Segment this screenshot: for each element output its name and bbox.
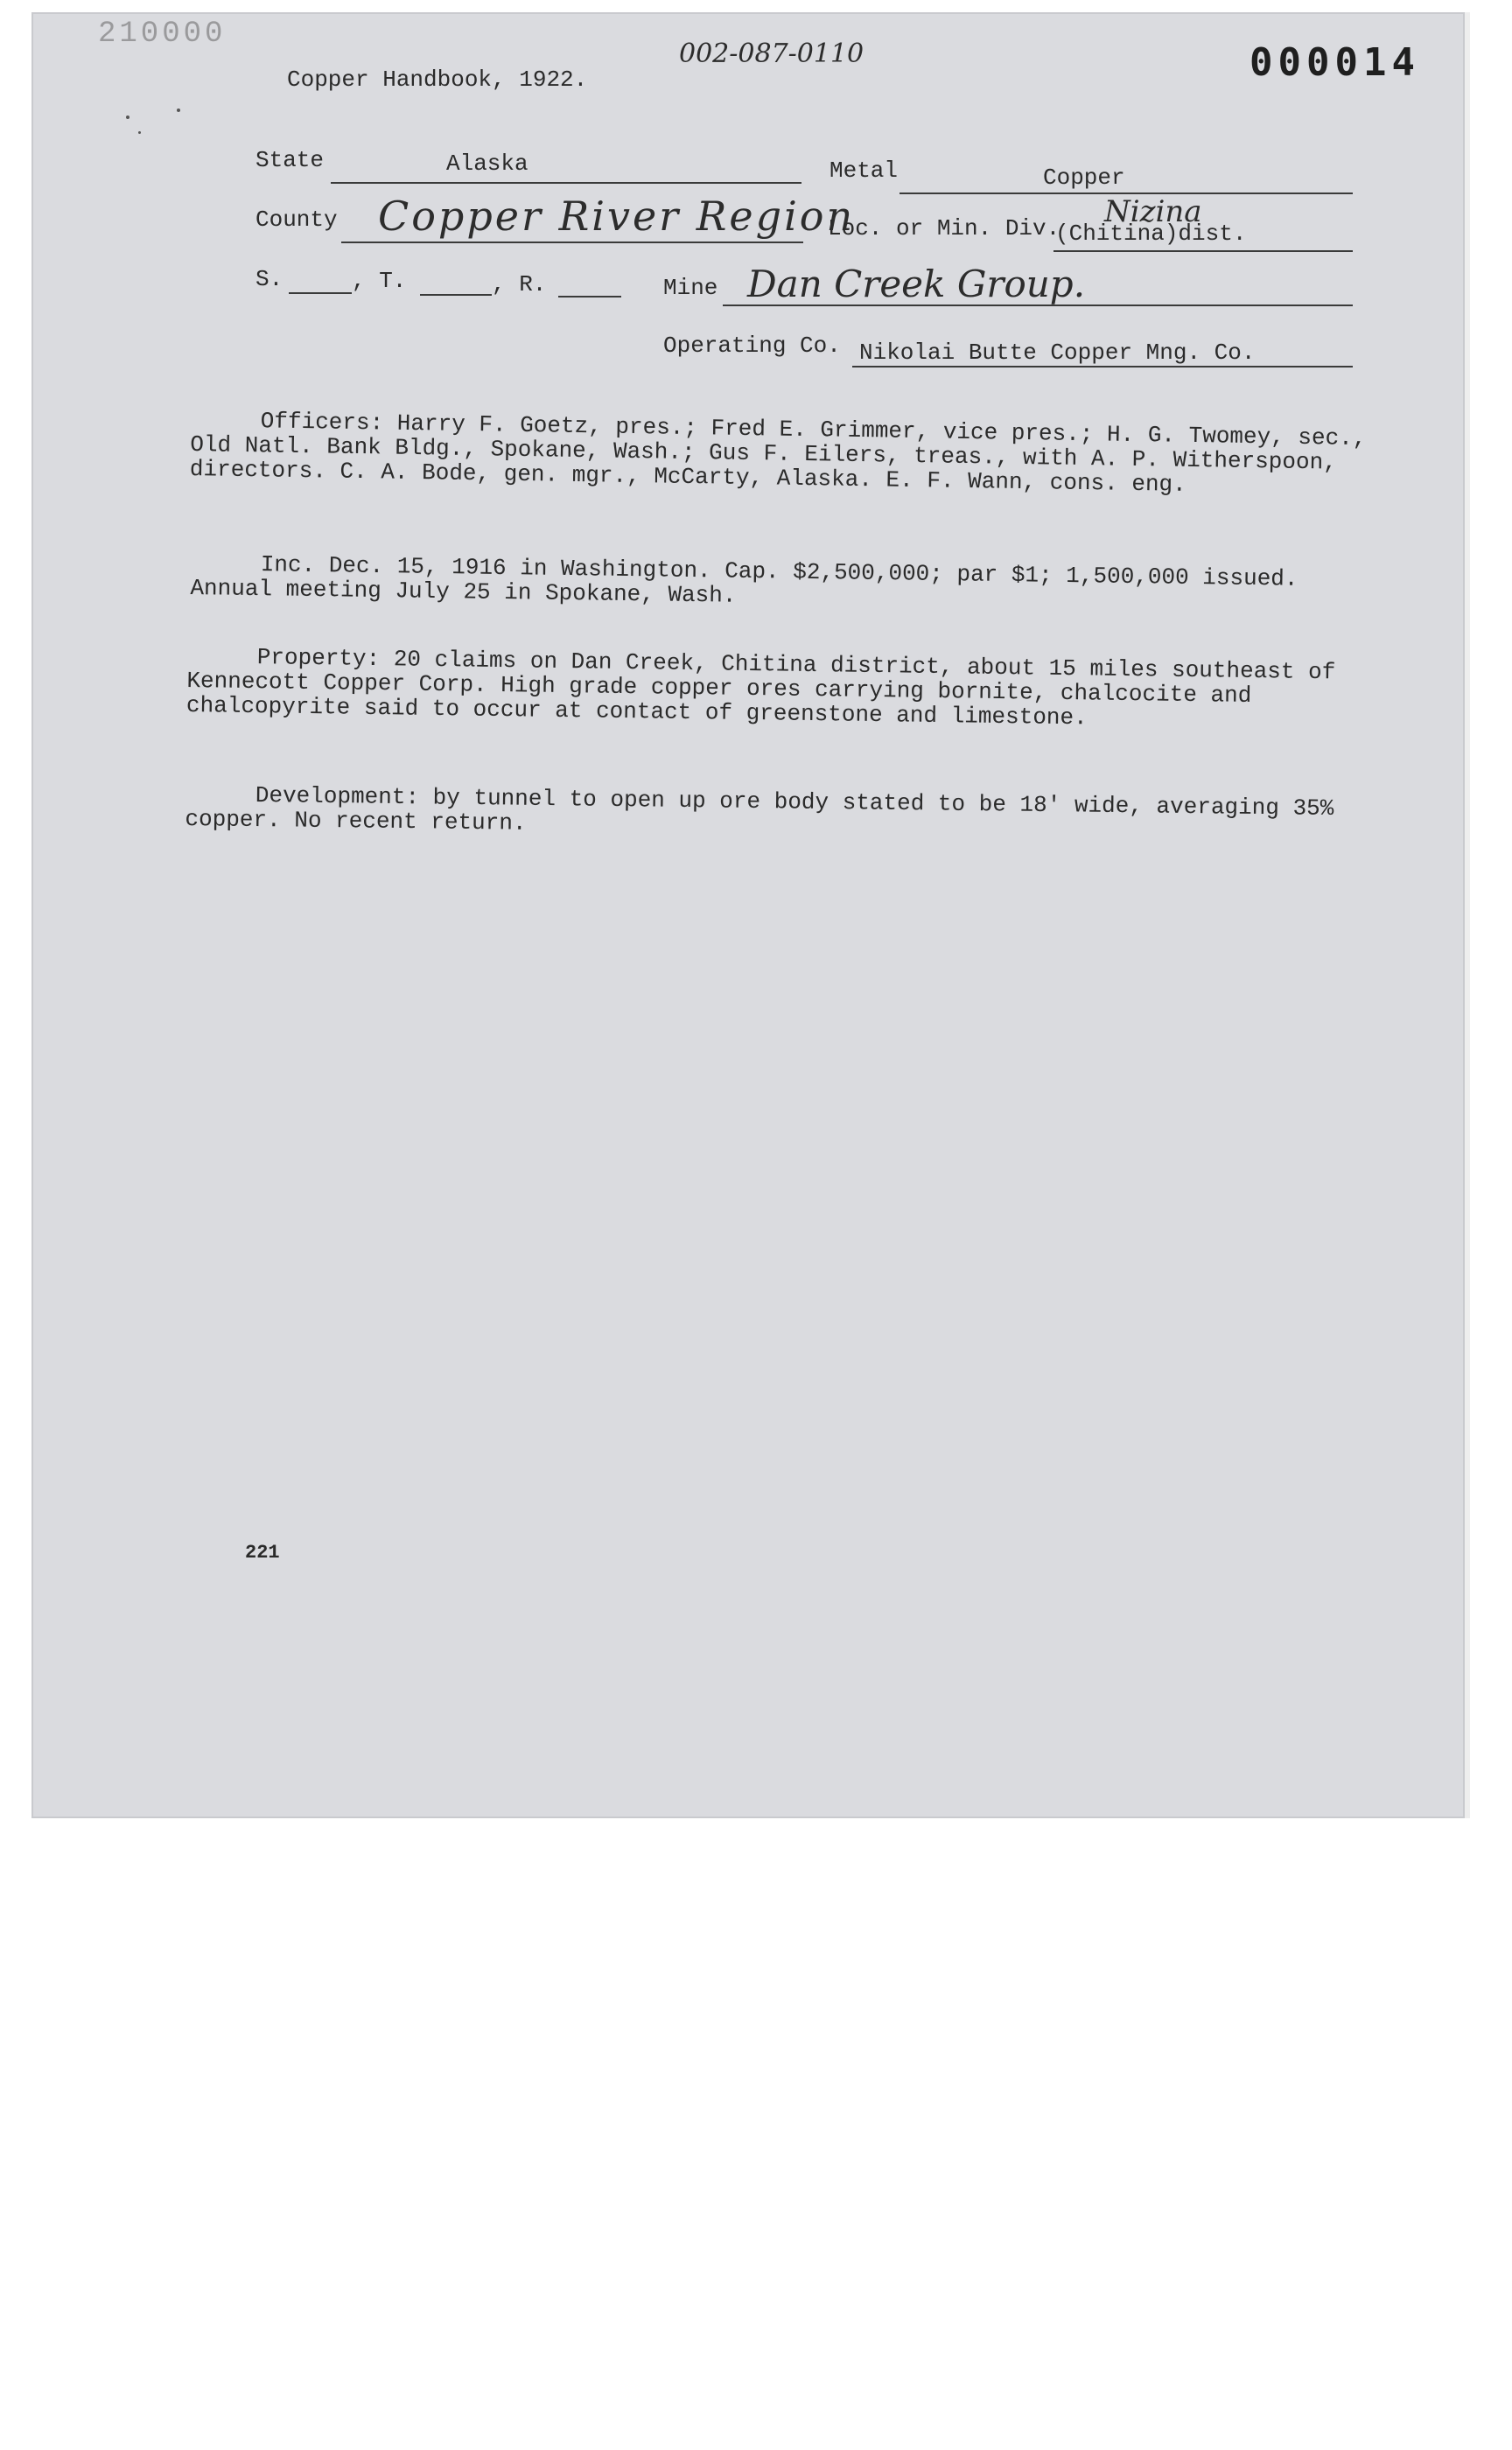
- stamp-number: 000014: [1250, 40, 1420, 85]
- state-label: State: [256, 147, 325, 173]
- metal-value: Copper: [1043, 164, 1125, 191]
- page-number: 221: [245, 1542, 280, 1564]
- county-label: County: [256, 206, 338, 233]
- mine-label: Mine: [663, 275, 718, 301]
- faint-serial-number: 210000: [98, 18, 227, 51]
- loc-annotation: Nizina: [1104, 194, 1202, 229]
- officers-paragraph: Officers: Harry F. Goetz, pres.; Fred E. Grimmer, vice pres.; H. G. Twomey, sec., Old Natl. Bank Bldg., Spokane, Wash.; Gus F. Eilers, treas., with A. P. Witherspoon, directors. C. A. Bode, gen. mgr., McCarty, Alaska. E. F. Wann, cons. eng.: [189, 408, 1367, 498]
- loc-label: Loc. or Min. Div.: [828, 215, 1060, 242]
- development-paragraph: Development: by tunnel to open up ore body stated to be 18' wide, averaging 35% copper. No recent return.: [185, 781, 1334, 836]
- mine-value: Dan Creek Group.: [747, 262, 1086, 305]
- property-paragraph: Property: 20 claims on Dan Creek, Chitina district, about 15 miles southeast of Kennecott Copper Corp. High grade copper ores carrying bornite, chalcocite and chalcopyrite said to occur at contact of greenstone and limestone.: [186, 644, 1336, 732]
- incorporation-paragraph: Inc. Dec. 15, 1916 in Washington. Cap. $2,500,000; par $1; 1,500,000 issued. Annual meeting July 25 in Spokane, Wash.: [190, 551, 1298, 609]
- document-page: [32, 12, 1470, 1818]
- operating-value: Nikolai Butte Copper Mng. Co.: [859, 340, 1256, 366]
- state-value: Alaska: [446, 150, 528, 177]
- township-label: , T.: [352, 268, 407, 294]
- county-value: Copper River Region: [378, 192, 856, 240]
- source-title: Copper Handbook, 1922.: [287, 66, 588, 93]
- loc-value: (Chitina)dist.: [1055, 220, 1247, 247]
- handwritten-file-code: 002-087-0110: [679, 38, 864, 69]
- operating-label: Operating Co.: [663, 332, 841, 359]
- metal-label: Metal: [830, 158, 899, 184]
- range-label: , R.: [492, 271, 547, 298]
- section-label: S.: [256, 266, 284, 292]
